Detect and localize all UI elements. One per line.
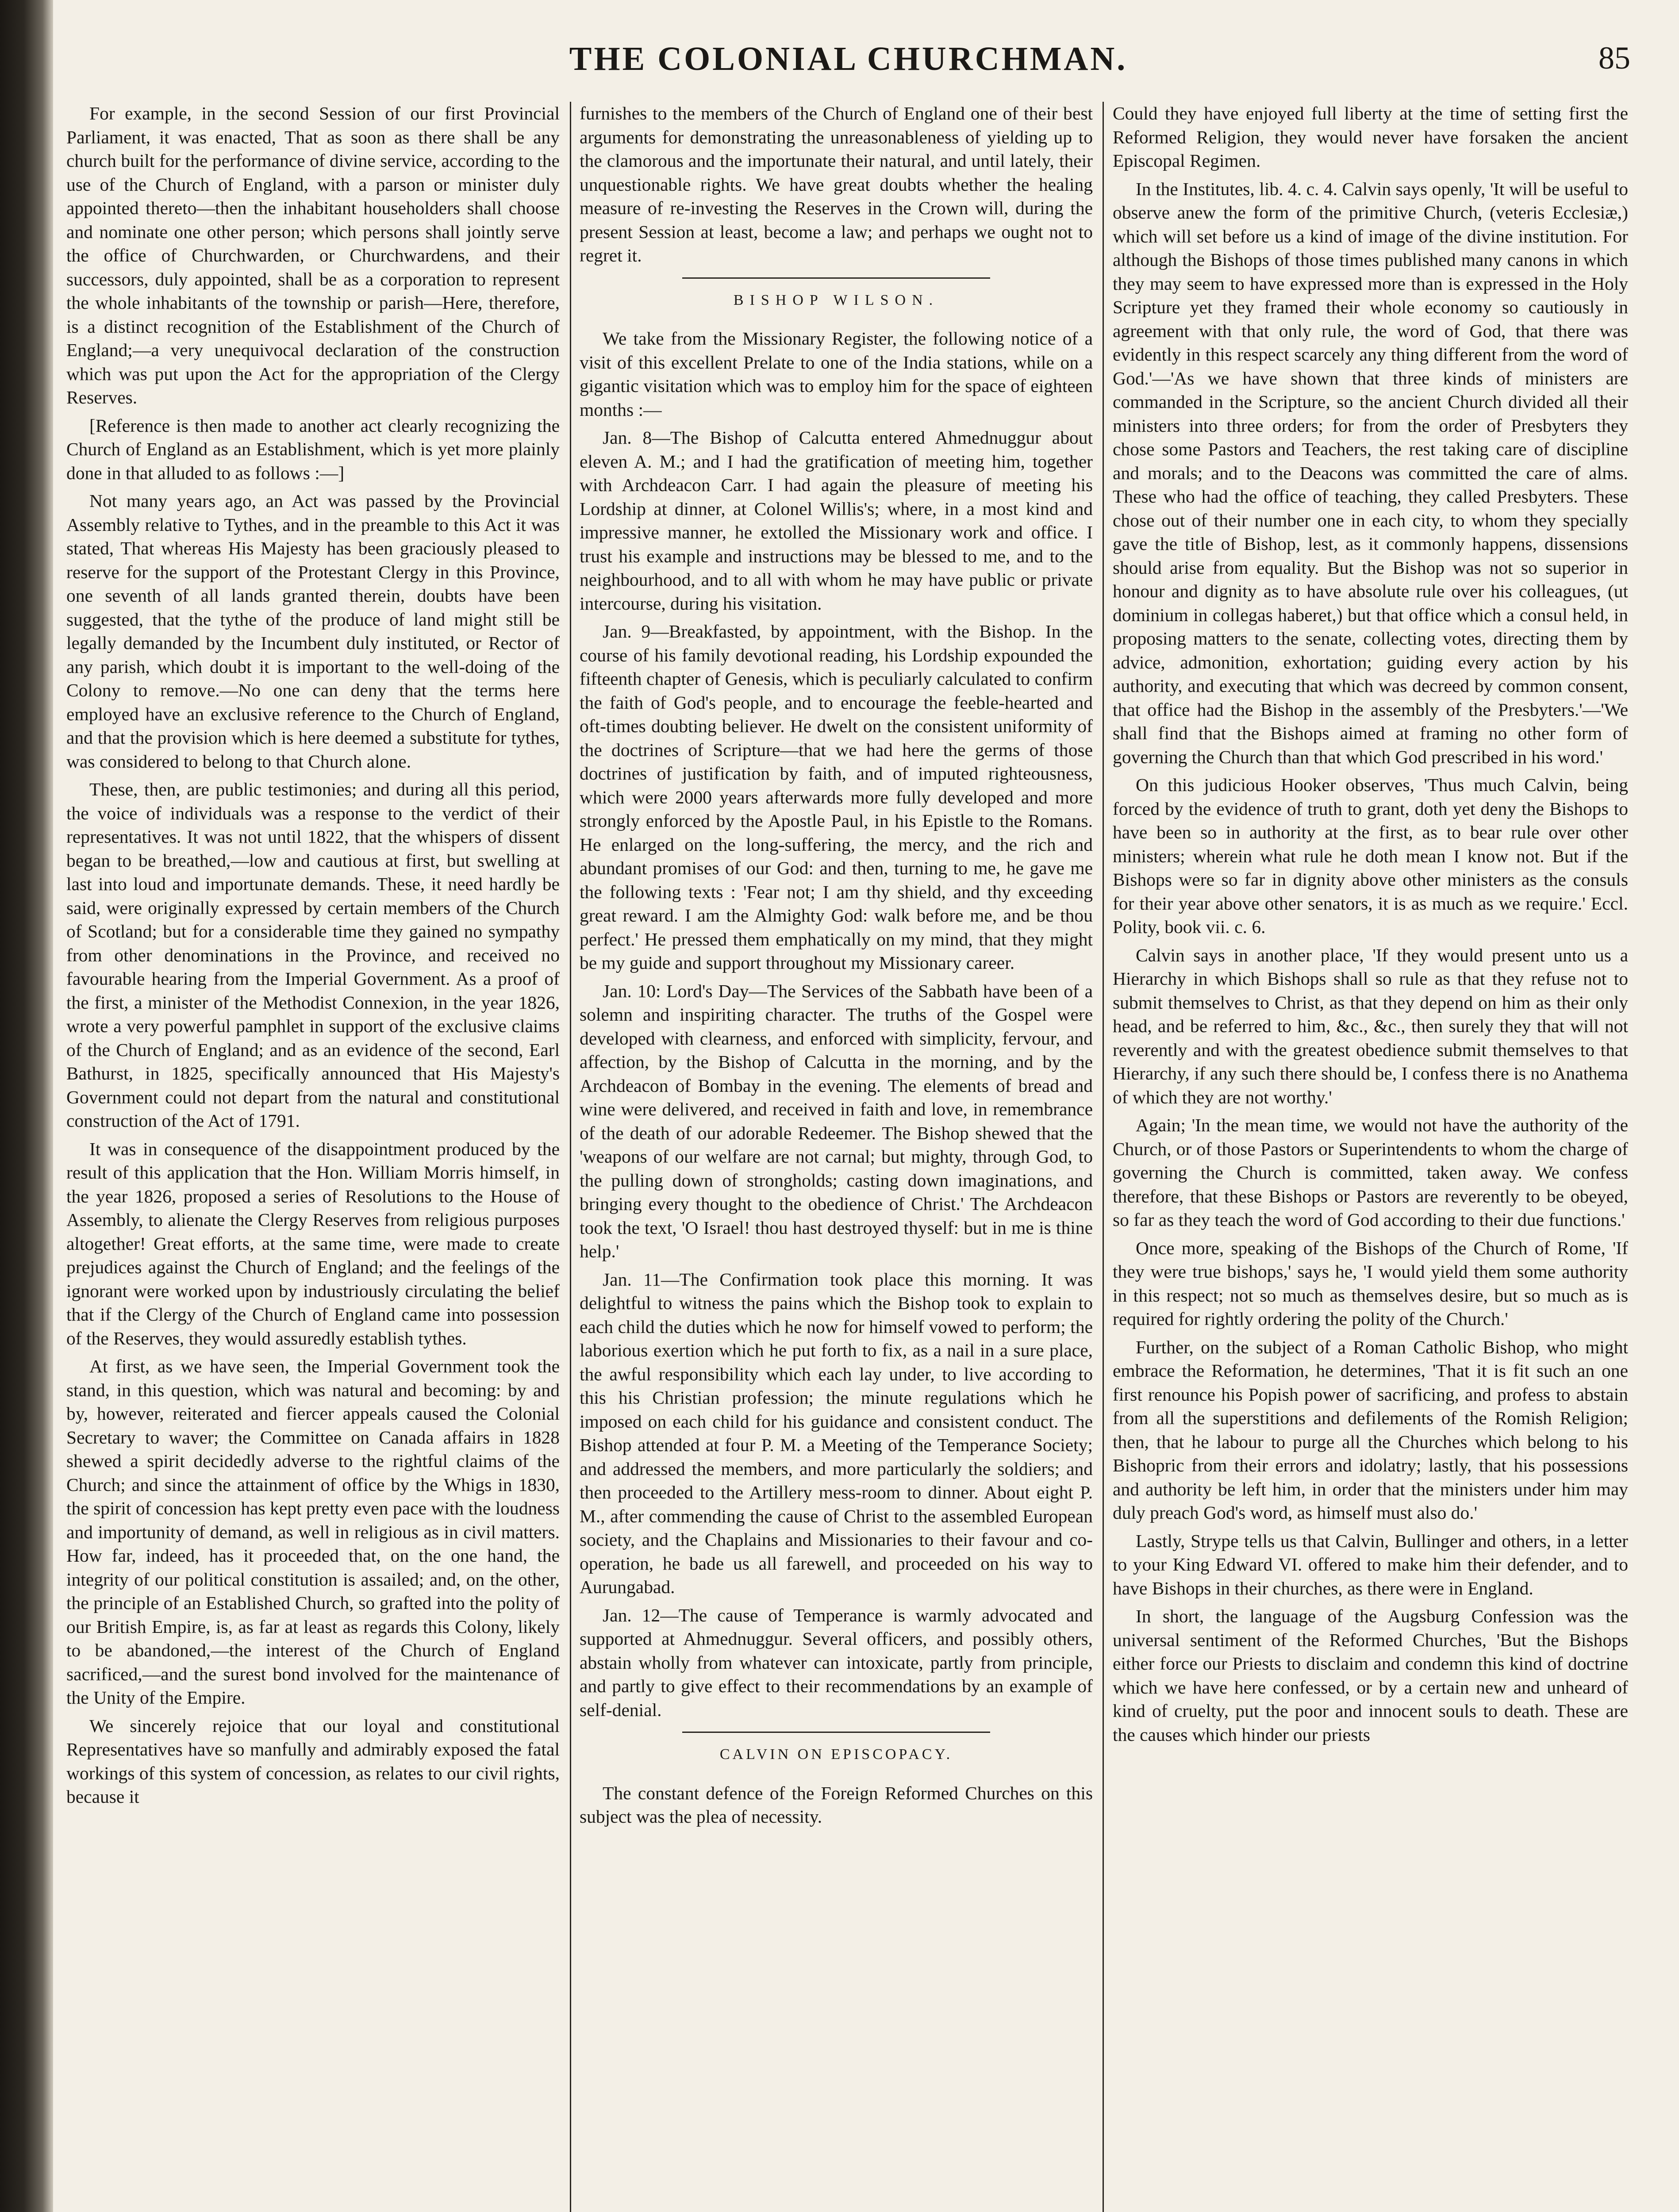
paragraph: We take from the Missionary Register, the following notice of a visit of this excellent Prelate to one of the India stations, while on a gigantic visitation which was to employ him for the space of eighteen months :— bbox=[580, 328, 1093, 420]
paragraph: Again; 'In the mean time, we would not have the authority of the Church, or of those Pastors or Superintendents to whom the charge of governing the Church is committed, taken away. We confess therefore, that these Bishops or Pastors are reverently to be obeyed, so far as they teach the word of God according to their due functions.' bbox=[1113, 1115, 1628, 1230]
paragraph: In short, the language of the Augsburg Confession was the universal sentiment of the Reformed Churches, 'But the Bishops either force our Priests to disclaim and condemn this kind of doctrine which we have here confessed, or by a certain new and unheard of kind of cruelty, put the poor and innocent souls to death. These are the causes which hinder our priests bbox=[1113, 1606, 1628, 1745]
paragraph: Jan. 12—The cause of Temperance is warmly advocated and supported at Ahmednuggur. Several officers, and possibly others, abstain wholly from whatever can intoxicate, partly from principle, and partly to give effect to their recommendations by an example of self-denial. bbox=[580, 1605, 1093, 1720]
paragraph: It was in consequence of the disappointment produced by the result of this application that the Hon. William Morris himself, in the year 1826, proposed a series of Resolutions to the House of Assembly, to alienate the Clergy Reserves from religious purposes altogether! Great efforts, at the same time, were made to create prejudices against the Church of England; and the feelings of the ignorant were worked upon by industriously circulating the belief that if the Clergy of the Church of England came into possession of the Reserves, they would assuredly establish tythes. bbox=[66, 1138, 560, 1348]
paragraph: The constant defence of the Foreign Reformed Churches on this subject was the plea of necessity. bbox=[580, 1782, 1093, 1827]
paragraph: At first, as we have seen, the Imperial Government took the stand, in this question, which was natural and becoming: by and by, however, reiterated and fiercer appeals caused the Colonial Secretary to waver; the Committee on Canada affairs in 1828 shewed a spirit decidedly adverse to the rightful claims of the Church; and since the attainment of office by the Whigs in 1830, the spirit of concession has kept pretty even pace with the loudness and importunity of demand, as well in religious as in civil matters. How far, indeed, has it proceeded that, on the one hand, the integrity of our political constitution is assailed; and, on the other, the principle of an Established Church, so grafted into the polity of our British Empire, is, as far at least as regards this Colony, likely to be abandoned,—the interest of the Church of England sacrificed,—and the surest bond involved for the maintenance of the Unity of the Empire. bbox=[66, 1356, 560, 1708]
paragraph: Jan. 8—The Bishop of Calcutta entered Ahmednuggur about eleven A. M.; and I had the gratification of meeting him, together with Archdeacon Carr. I had again the pleasure of meeting his Lordship at dinner, at Colonel Willis's; where, in a most kind and impressive manner, he extolled the Missionary work and office. I trust his example and instructions may be blessed to me, and to the neighbourhood, and to all with whom he may have public or private intercourse, during his visitation. bbox=[580, 427, 1093, 614]
paragraph: Lastly, Strype tells us that Calvin, Bullinger and others, in a letter to your King Edward VI. offered to make him their defender, and to have Bishops in their churches, as there were in England. bbox=[1113, 1530, 1628, 1598]
paragraph: In the Institutes, lib. 4. c. 4. Calvin says openly, 'It will be useful to observe anew the form of the primitive Church, (veteris Ecclesiæ,) which will set before us a kind of image of the divine institution. For although the Bishops of those times published many canons in which they may seem to have expressed more than is expressed in the Holy Scripture yet they framed their whole economy so cautiously in agreement with that only rule, the word of God, that there was evidently in this respect scarcely any thing different from the word of God.'—'As we have shown that three kinds of ministers are commanded in the Scripture, so the ancient Church divided all their ministers into three orders; for from the order of Presbyters they chose some Pastors and Teachers, the rest taking care of discipline and morals; and to the Deacons was committed the care of alms. These who had the office of teaching, they called Presbyters. These chose out of their number one in each city, to whom they specially gave the title of Bishop, lest, as it commonly happens, dissensions should arise from equality. But the Bishop was not so superior in honour and dignity as to have absolute rule over his colleagues, (ut dominium in collegas haberet,) but that office which a consul held, in proposing matters to the senate, collecting votes, directing them by advice, admonition, exhortation; guiding every action by his authority, and executing that which was decreed by common consent, that office had the Bishop in the assembly of the Presbyters.'—'We shall find that the Bishops aimed at framing no other form of governing the Church than that which God prescribed in his word.' bbox=[1113, 178, 1628, 767]
paragraph: furnishes to the members of the Church of England one of their best arguments for demonstrating the unreasonableness of yielding up to the clamorous and the importunate their natural, and until lately, their unquestionable rights. We have great doubts whether the healing measure of re-investing the Reserves in the Crown will, during the present Session at least, become a law; and perhaps we ought not to regret it. bbox=[580, 103, 1093, 265]
paragraph: Could they have enjoyed full liberty at the time of setting first the Reformed Religion, they would never have forsaken the ancient Episcopal Regimen. bbox=[1113, 103, 1628, 171]
running-title: THE COLONIAL CHURCHMAN. bbox=[569, 40, 1128, 77]
column-2 bbox=[580, 102, 1093, 2212]
page-header bbox=[66, 40, 1630, 93]
paragraph: Once more, speaking of the Bishops of the Church of Rome, 'If they were true bishops,' says he, 'I would yield them some authority in this respect; not so much as themselves desire, but so much as is required for rightly ordering the polity of the Church.' bbox=[1113, 1237, 1628, 1329]
paragraph: Jan. 9—Breakfasted, by appointment, with the Bishop. In the course of his family devotional reading, his Lordship expounded the fifteenth chapter of Genesis, which is peculiarly calculated to confirm the faith of God's people, and to encourage the feeble-hearted and oft-times doubting believer. He dwelt on the consistent uniformity of the doctrines of Scripture—that we had here the germs of those doctrines of justification by faith, and of imputed righteousness, which were 2000 years afterwards more fully developed and more strongly enforced by the Apostle Paul, in his Epistle to the Romans. He enlarged on the long-suffering, the mercy, and the rich and abundant promises of our God: and then, turning to me, he gave me the following texts : 'Fear not; I am thy shield, and thy exceeding great reward. I am the Almighty God: walk before me, and be thou perfect.' He pressed them emphatically on my mind, that they might be my guide and support throughout my Missionary career. bbox=[580, 621, 1093, 973]
column-3 bbox=[1113, 102, 1628, 2212]
page-number: 85 bbox=[1598, 40, 1630, 76]
section-rule bbox=[682, 277, 990, 279]
paragraph: Not many years ago, an Act was passed by the Provincial Assembly relative to Tythes, and in the preamble to this Act it was stated, That whereas His Majesty has been graciously pleased to reserve for the support of the Protestant Clergy in this Province, one seventh of all lands granted therein, doubts have been suggested, that the tythe of the produce of land might still be legally demanded by the Incumbent duly instituted, or Rector of any parish, which doubt it is important to the well-doing of the Colony to remove.—No one can deny that the terms here employed have an exclusive reference to the Church of England, and that the provision which is here deemed a substitute for tythes, was considered to belong to that Church alone. bbox=[66, 491, 560, 772]
paragraph: We sincerely rejoice that our loyal and constitutional Representatives have so manfully and admirably exposed the fatal workings of this system of concession, as relates to our civil rights, because it bbox=[66, 1715, 560, 1807]
paragraph: [Reference is then made to another act clearly recognizing the Church of England as an Establishment, which is yet more plainly done in that alluded to as follows :—] bbox=[66, 415, 560, 483]
column-rule bbox=[1103, 102, 1104, 2212]
paragraph: Jan. 11—The Confirmation took place this morning. It was delightful to witness the pains which the Bishop took to explain to each child the duties which he now for himself vowed to perform; the laborious exertion which he put forth to fix, as a nail in a sure place, the awful responsibility which each lay under, to live according to this his Christian profession; the minute regulations which he imposed on each child for his guidance and consistent conduct. The Bishop attended at four P. M. a Meeting of the Temperance Society; and addressed the members, and more particularly the soldiers; and then proceeded to the Artillery mess-room to dinner. About eight P. M., after commending the cause of Christ to the assembled European society, and the Chaplains and Missionaries to their favour and co-operation, he bade us all farewell, and proceeded on his way to Aurungabad. bbox=[580, 1269, 1093, 1597]
paragraph: On this judicious Hooker observes, 'Thus much Calvin, being forced by the evidence of truth to grant, doth yet deny the Bishops to have been so in authority at the first, as to bear rule over other ministers; wherein what rule he doth mean I know not. But if the Bishops were so far in dignity above other ministers as the consuls for their year above other senators, it is as much as we require.' Eccl. Polity, book vii. c. 6. bbox=[1113, 775, 1628, 937]
paragraph: Calvin says in another place, 'If they would present unto us a Hierarchy in which Bishops shall so rule as that they refuse not to submit themselves to Christ, as that they depend on him as their only head, and be referred to him, &c., &c., then surely they that will not reverently and with the greatest obedience submit themselves to that Hierarchy, if any such there should be, I confess there is no Anathema of which they are not worthy.' bbox=[1113, 945, 1628, 1107]
page-binding-edge bbox=[0, 0, 53, 2212]
paragraph: For example, in the second Session of our first Provincial Parliament, it was enacted, That as soon as there shall be any church built for the performance of divine service, according to the use of the Church of England, with a parson or minister duly appointed thereto—then the inhabitant householders shall choose and nominate one other person; which persons shall jointly serve the office of Churchwarden, or Churchwardens, and their successors, duly appointed, shall be as a corporation to represent the whole inhabitants of the township or parish—Here, therefore, is a distinct recognition of the Establishment of the Church of England;—a very unequivocal declaration of the construction which was put upon the Act for the appropriation of the Clergy Reserves. bbox=[66, 103, 560, 407]
column-1 bbox=[66, 102, 560, 2212]
section-heading-calvin-on-episcopacy: CALVIN ON EPISCOPACY. bbox=[719, 1746, 953, 1763]
column-rule bbox=[570, 102, 571, 2212]
section-rule bbox=[682, 1732, 990, 1733]
section-heading-bishop-wilson: BISHOP WILSON. bbox=[733, 292, 939, 308]
paragraph: Jan. 10: Lord's Day—The Services of the Sabbath have been of a solemn and inspiriting character. The truths of the Gospel were developed with clearness, and enforced with simplicity, fervour, and affection, by the Bishop of Calcutta in the morning, and by the Archdeacon of Bombay in the evening. The elements of bread and wine were delivered, and received in faith and love, in remembrance of the death of our adorable Redeemer. The Bishop shewed that the 'weapons of our welfare are not carnal; but mighty, through God, to the pulling down of strongholds; casting down imaginations, and bringing every thought to the obedience of Christ.' The Archdeacon took the text, 'O Israel! thou hast destroyed thyself: but in me is thine help.' bbox=[580, 980, 1093, 1261]
paragraph: These, then, are public testimonies; and during all this period, the voice of individuals was a response to the verdict of their representatives. It was not until 1822, that the whispers of dissent began to be breathed,—low and cautious at first, but swelling at last into loud and importunate demands. These, it need hardly be said, were originally expressed by certain members of the Church of Scotland; but for a considerable time they gained no sympathy from other denominations in the Province, and received no favourable hearing from the Imperial Government. As a proof of the first, a minister of the Methodist Connexion, in the year 1826, wrote a very powerful pamphlet in support of the exclusive claims of the Church of England; and as an evidence of the second, Earl Bathurst, in 1825, specifically announced that His Majesty's Government could not depart from the natural and constitutional construction of the Act of 1791. bbox=[66, 779, 560, 1131]
paragraph: Further, on the subject of a Roman Catholic Bishop, who might embrace the Reformation, he determines, 'That it is fit such an one first renounce his Popish power of sacrificing, and profess to abstain from all the superstitions and defilements of the Romish Religion; then, that he labour to purge all the Churches which belong to his Bishopric from their errors and idolatry; lastly, that his possessions and authority be left him, in order that the ministers under him may duly preach God's word, as himself must also do.' bbox=[1113, 1336, 1628, 1523]
